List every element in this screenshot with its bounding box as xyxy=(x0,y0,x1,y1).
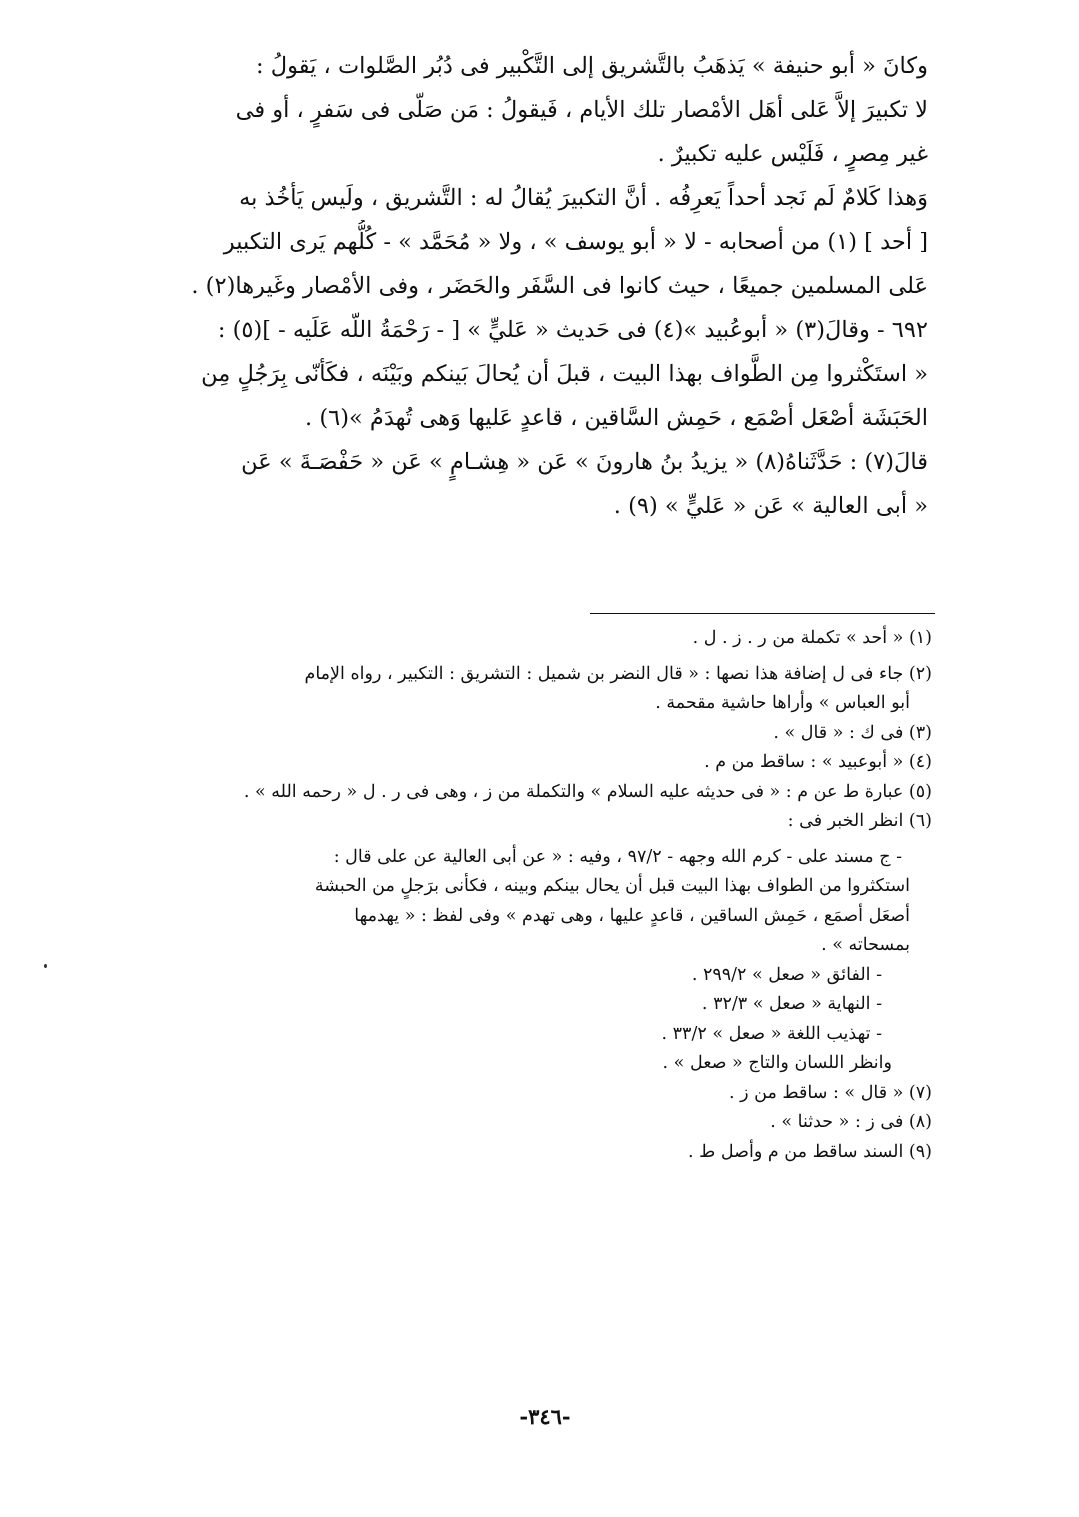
main-line: غير مِصرٍ ، فَلَيْس عليه تكبيرٌ . xyxy=(657,141,928,167)
footnote-separator xyxy=(590,613,935,614)
footnote-7: (٧) « قال » : ساقط من ز . xyxy=(729,1082,932,1103)
main-line: وَهذا كَلامٌ لَم نَجد أحداً يَعرِفُه . أنَّ التكبيرَ يُقالُ له : التَّشريق ، ولَيس يَأخُذ به xyxy=(239,185,928,211)
main-line: « أبى العالية » عَن « عَليٍّ » (٩) . xyxy=(613,493,928,519)
main-text xyxy=(148,44,928,528)
main-line: عَلى المسلمين جميعًا ، حيث كانوا فى السَّفَر والحَضَر ، وفى الأمْصار وغَيرها(٢) . xyxy=(191,273,928,299)
main-line: [ أحد ] (١) من أصحابه - لا « أبو يوسف » ، ولا « مُحَمَّد » - كُلُّهم يَرى التكبير xyxy=(223,229,928,255)
footnote-4: (٤) « أبوعبيد » : ساقط من م . xyxy=(704,752,932,772)
footnotes xyxy=(150,624,932,1167)
main-line: الحَبَشَة أصْعَل أصْمَع ، حَمِش السَّاقين ، قاعدٍ عَليها وَهى تُهدَمُ »(٦) . xyxy=(305,405,928,431)
main-line: ٦٩٢ - وقالَ(٣) « أبوعُبيد »(٤) فى حَديث « عَليٍّ » [ - رَحْمَةُ اللّه عَلَيه - ](٥) : xyxy=(217,317,928,343)
footnote-8: (٨) فى ز : « حدثنا » . xyxy=(770,1112,932,1132)
footnote-2: (٢) جاء فى ل إضافة هذا نصها : « قال النضر بن شميل : التشريق : التكبير ، رواه الإمام xyxy=(304,663,932,684)
footnote-6-source: - تهذيب اللغة « صعل » ٣٣/٢ . xyxy=(661,1023,882,1044)
scan-speck xyxy=(44,964,47,968)
main-line: « استَكْثروا مِن الطَّواف بهذا البيت ، قبلَ أن يُحالَ بَينكم وبَيْنَه ، فكَأنّى بِرَجُلٍ مِن xyxy=(201,361,928,387)
footnote-6-see-also: وانظر اللسان والتاج « صعل » . xyxy=(662,1053,892,1073)
footnote-6-source: - ج مسند على - كرم الله وجهه - ٩٧/٢ ، وفيه : « عن أبى العالية عن على قال : xyxy=(333,846,902,867)
footnote-6: (٦) انظر الخبر فى : xyxy=(787,811,932,831)
footnote-9: (٩) السند ساقط من م وأصل ط . xyxy=(688,1141,932,1162)
main-line: لا تكبيرَ إلاَّ عَلى أهَل الأمْصار تلك الأيام ، فَيقولُ : مَن صَلّى فى سَفرٍ ، أو فى xyxy=(235,97,928,123)
main-line: وكانَ « أبو حنيفة » يَذهَبُ بالتَّشريق إلى التَّكْبير فى دُبُر الصَّلوات ، يَقولُ : xyxy=(256,53,928,79)
footnote-6-quote: أصعَل أصمَع ، حَمِش الساقين ، قاعدٍ عليها ، وهى تهدم » وفى لفظ : « يهدمها xyxy=(354,905,910,926)
footnote-6-source: - النهاية « صعل » ٣٢/٣ . xyxy=(701,994,882,1014)
main-line: قالَ(٧) : حَدَّثَناهُ(٨) « يزيدُ بنُ هارونَ » عَن « هِشـامٍ » عَن « حَفْصَـةَ » عَن xyxy=(241,449,928,475)
footnote-3: (٣) فى ك : « قال » . xyxy=(773,722,932,743)
footnote-6-quote: استكثروا من الطواف بهذا البيت قبل أن يحال بينكم وبينه ، فكأنى برَجلٍ من الحبشة xyxy=(314,876,910,896)
footnote-6-source: - الفائق « صعل » ٢٩٩/٢ . xyxy=(691,964,882,985)
footnote-6-quote: بمسحاته » . xyxy=(821,935,910,955)
footnote-2-continued: أبو العباس » وأراها حاشية مقحمة . xyxy=(655,693,910,713)
footnote-5: (٥) عبارة ط عن م : « فى حديثه عليه السلام » والتكملة من ز ، وهى فى ر . ل « رحمه الله » . xyxy=(243,781,932,802)
footnote-1: (١) « أحد » تكملة من ر . ز . ل . xyxy=(692,628,932,648)
page-number: -٣٤٦- xyxy=(519,1404,571,1429)
